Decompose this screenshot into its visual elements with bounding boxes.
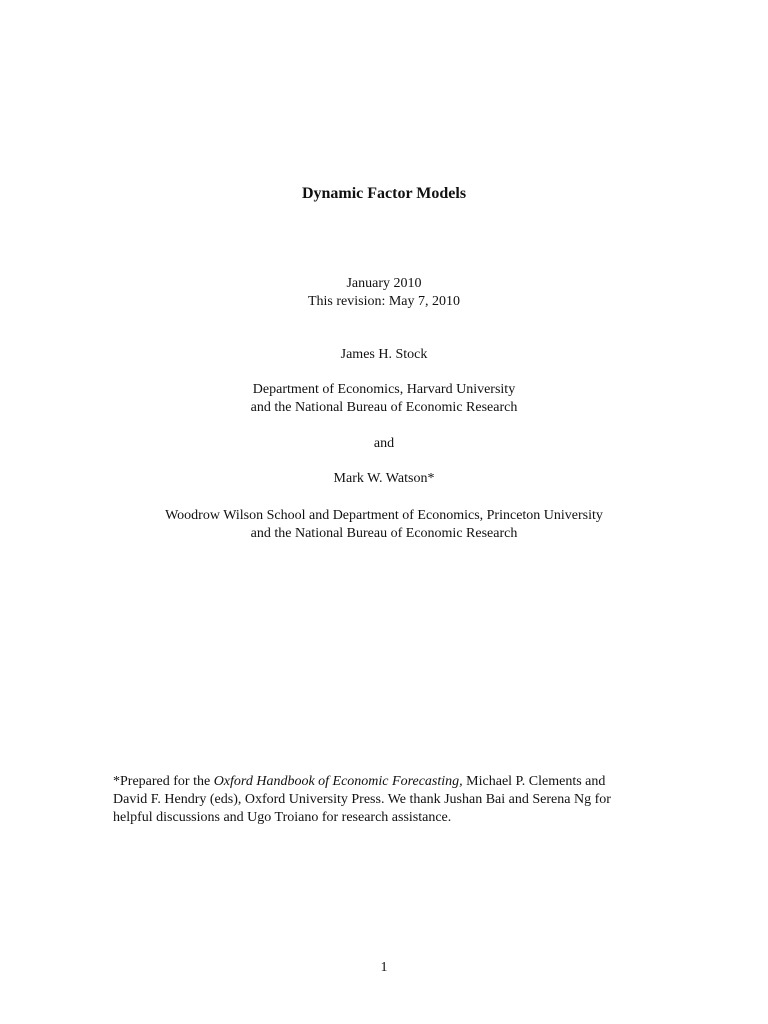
footnote-line-3: helpful discussions and Ugo Troiano for research assistance. xyxy=(113,810,452,825)
footnote-book-title: Oxford Handbook of Economic Forecasting, xyxy=(213,774,463,789)
paper-title: Dynamic Factor Models xyxy=(301,185,467,202)
revision-date: This revision: May 7, 2010 xyxy=(307,294,461,309)
footnote xyxy=(113,773,673,827)
author-conjunction: and xyxy=(373,436,395,451)
footnote-line-2: David F. Hendry (eds), Oxford University Press. We thank Jushan Bai and Serena Ng for xyxy=(113,792,611,807)
author-name-1: James H. Stock xyxy=(340,347,428,362)
original-date: January 2010 xyxy=(346,276,422,291)
footnote-prefix: *Prepared for the xyxy=(113,774,214,789)
author-2-affiliation-line-2: and the National Bureau of Economic Research xyxy=(250,526,518,541)
footnote-line-1 xyxy=(113,773,673,791)
author-1-affiliation-line-2: and the National Bureau of Economic Research xyxy=(250,400,518,415)
author-1-affiliation-line-1: Department of Economics, Harvard University xyxy=(252,382,516,397)
author-2-affiliation-line-1: Woodrow Wilson School and Department of Economics, Princeton University xyxy=(165,508,603,523)
author-name-2: Mark W. Watson* xyxy=(333,471,435,486)
footnote-editors-start: Michael P. Clements and xyxy=(462,774,606,789)
page-number: 1 xyxy=(380,960,388,975)
